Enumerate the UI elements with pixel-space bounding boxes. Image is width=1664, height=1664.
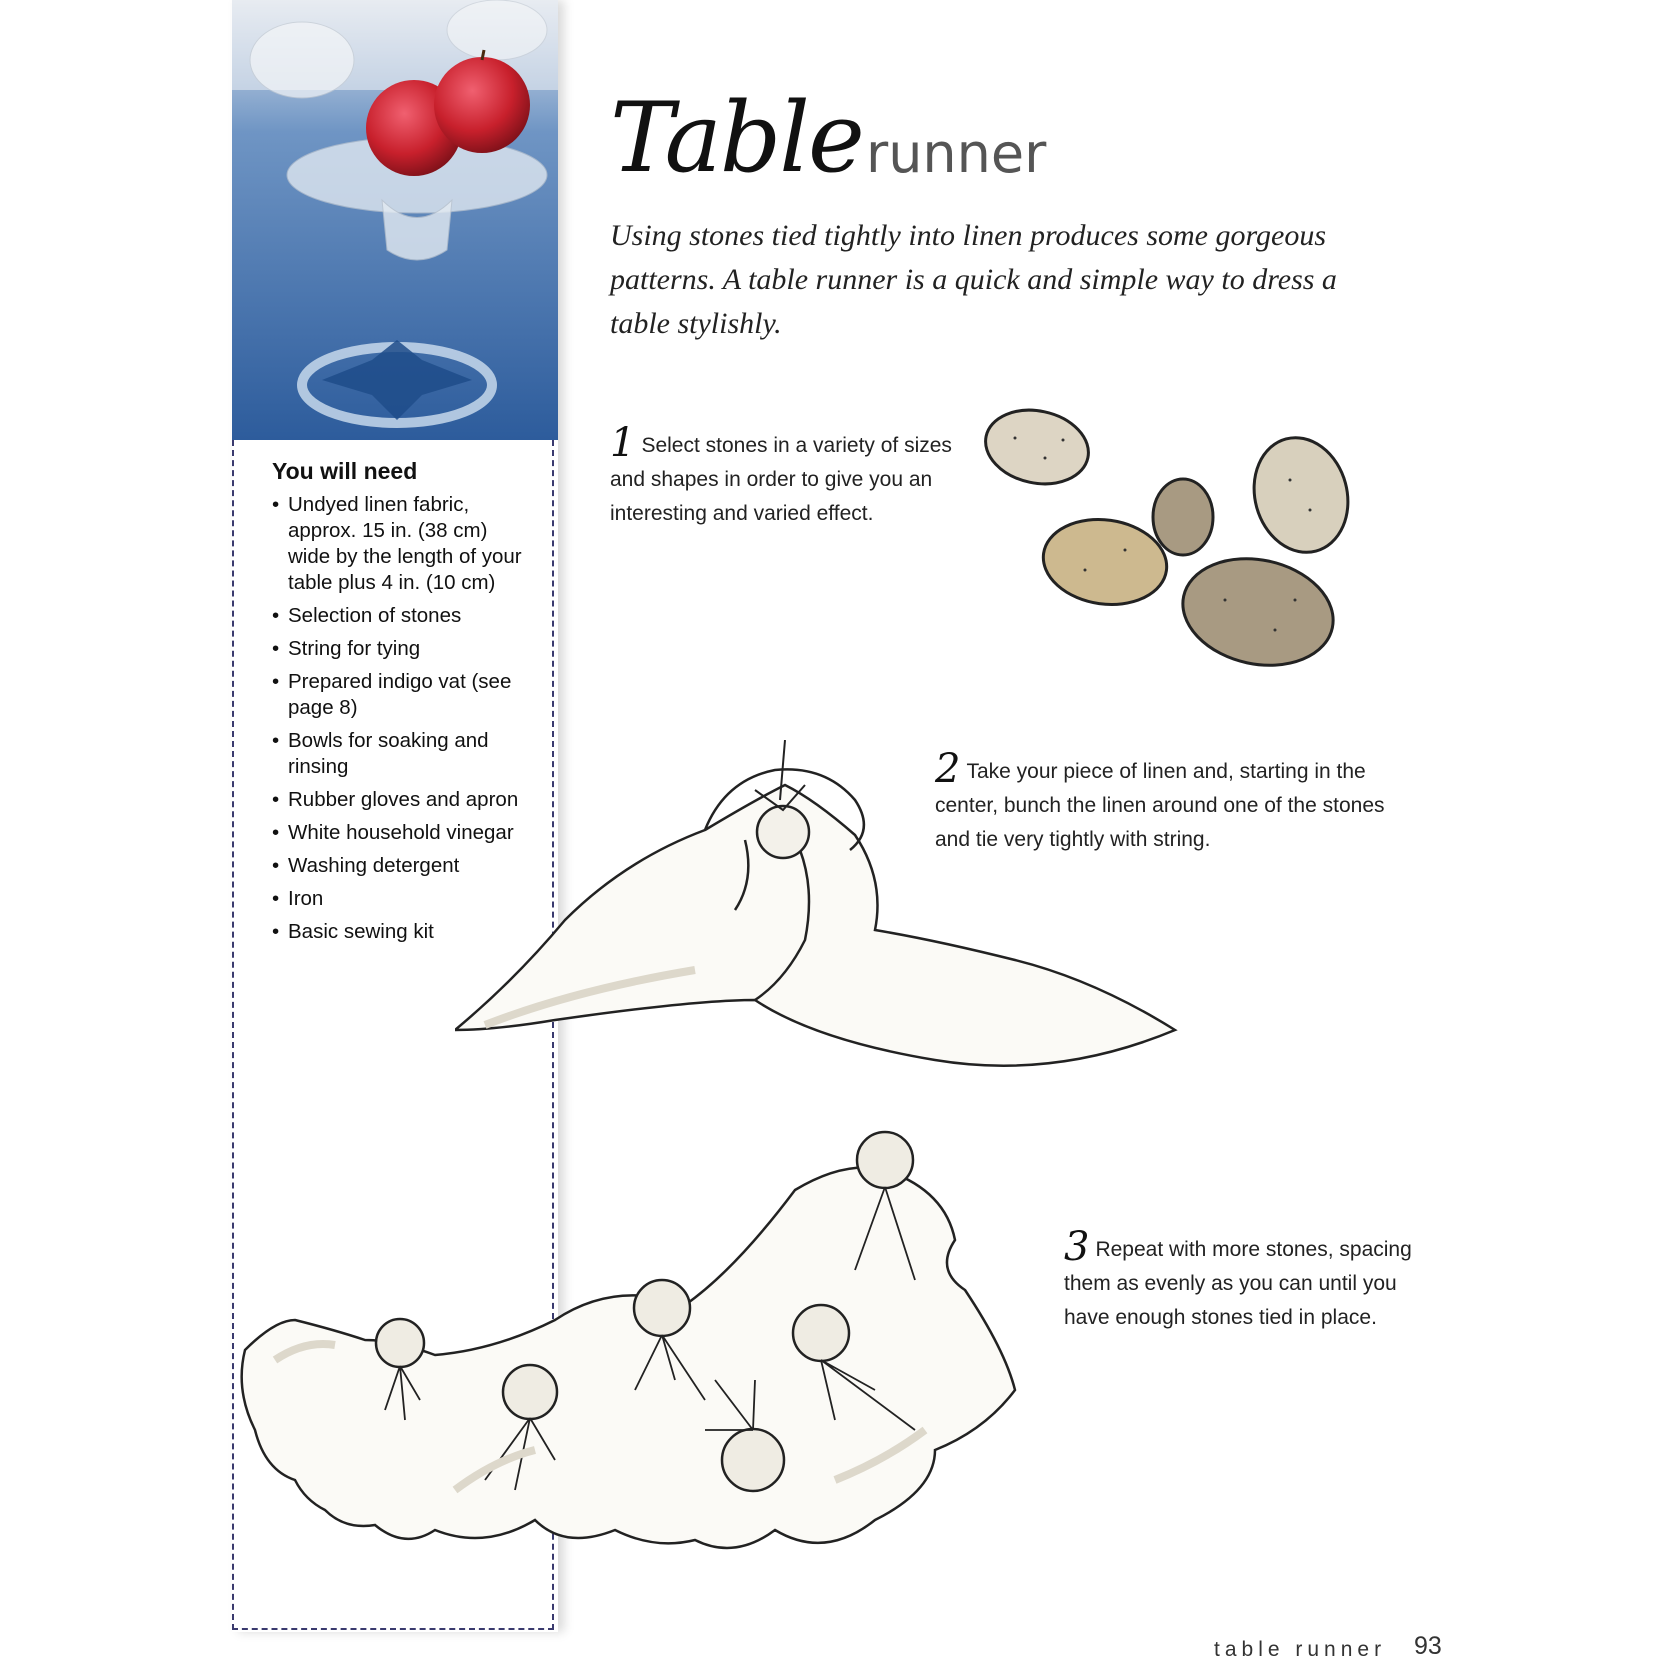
list-item: • String for tying — [272, 636, 532, 662]
list-item: • Rubber gloves and apron — [272, 787, 532, 813]
list-item: • Selection of stones — [272, 603, 532, 629]
page-title-word: runner — [866, 122, 1047, 185]
stones-illustration — [975, 400, 1355, 680]
needs-heading: You will need — [272, 458, 418, 484]
step-3 — [1064, 1224, 1444, 1335]
list-item: • Washing detergent — [272, 853, 532, 879]
multiple-stones-linen-illustration — [235, 1130, 1055, 1580]
list-item: • Undyed linen fabric, approx. 15 in. (38 cm) wide by the length of your table plus 4 in. (10 cm) — [272, 492, 532, 596]
page-title-script: Table — [610, 82, 863, 194]
list-item: • White household vinegar — [272, 820, 532, 846]
step-number: 1 — [610, 420, 636, 466]
list-item: • Iron — [272, 886, 532, 912]
list-item: • Bowls for soaking and rinsing — [272, 728, 532, 780]
step-number: 2 — [935, 746, 961, 792]
step-text: Repeat with more stones, spacing them as evenly as you can until you have enough stones tied in place. — [1064, 1238, 1412, 1329]
step-text: Take your piece of linen and, starting in the center, bunch the linen around one of the stones and tie very tightly with string. — [935, 760, 1385, 851]
footer-section-label: table runner — [1214, 1638, 1387, 1661]
step-text: Select stones in a variety of sizes and shapes in order to give you an interesting and varied effect. — [610, 434, 952, 525]
table-runner-photo — [232, 0, 558, 440]
photo-illustration — [232, 0, 558, 440]
list-item: • Basic sewing kit — [272, 919, 532, 945]
step-1 — [610, 420, 955, 531]
page-number: 93 — [1414, 1632, 1442, 1660]
bunched-linen-illustration — [455, 740, 1245, 1080]
step-number: 3 — [1064, 1224, 1090, 1270]
intro-text: Using stones tied tightly into linen produces some gorgeous patterns. A table runner is a quick and simple way to dress a table stylishly. — [610, 219, 1337, 340]
list-item: • Prepared indigo vat (see page 8) — [272, 669, 532, 721]
